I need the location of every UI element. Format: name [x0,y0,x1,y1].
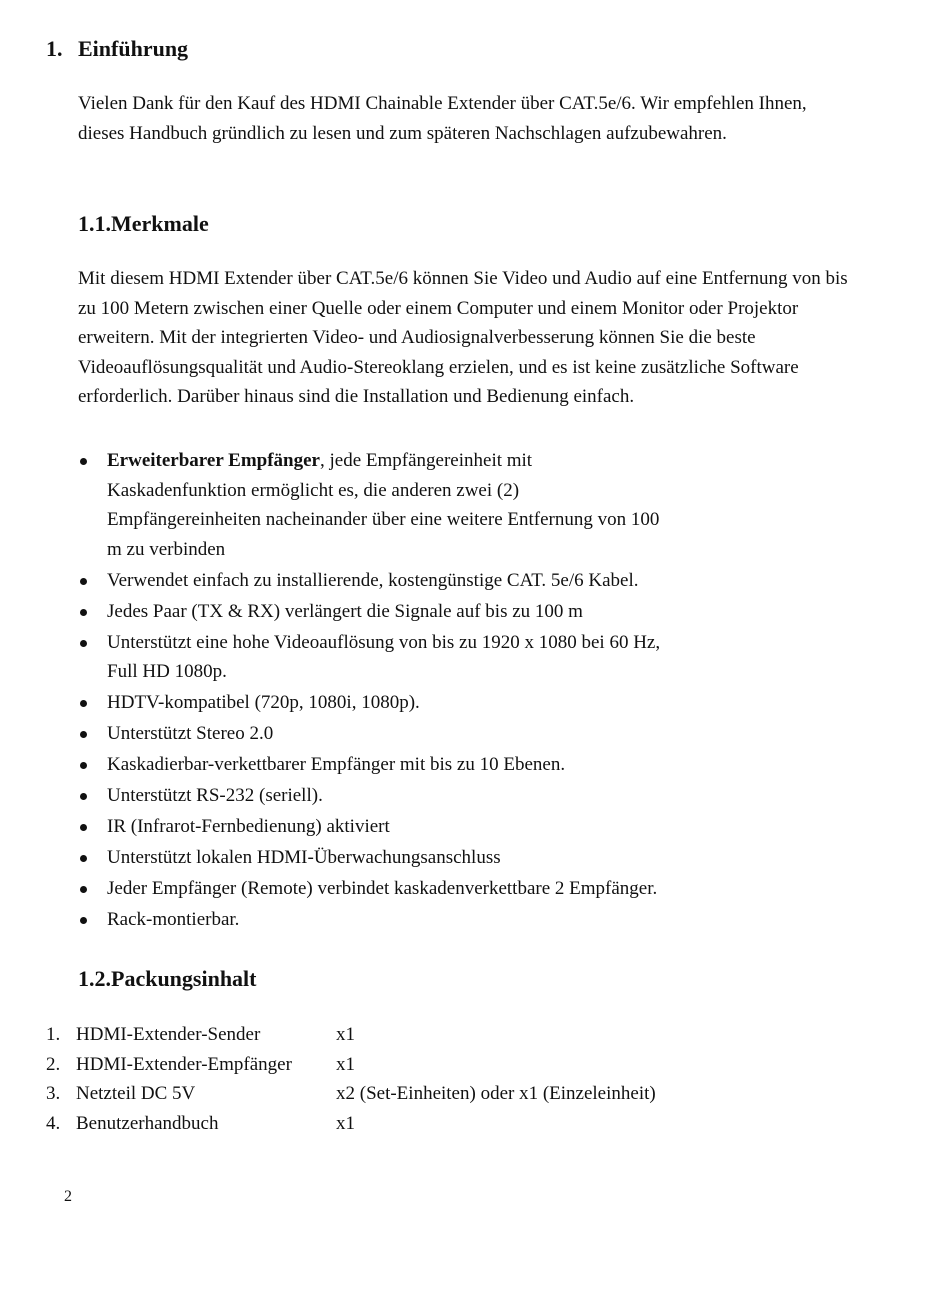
bullet-icon [80,855,87,862]
feature-item [78,874,718,904]
features-line: erforderlich. Darüber hinaus sind die Installation und Bedienung einfach. [78,386,635,407]
features-line: Videoauflösungsqualität und Audio-Stereoklang erzielen, und es ist keine zusätzliche Software [78,356,799,378]
package-item-name: Benutzerhandbuch [76,1112,219,1134]
bullet-icon [80,458,87,465]
feature-line: , jede Empfängereinheit mit [320,450,533,471]
features-line: Mit diesem HDMI Extender über CAT.5e/6 können Sie Video und Audio auf eine Entfernung von bis [78,268,848,289]
bullet-icon [80,700,87,707]
package-item-qty: x2 (Set-Einheiten) oder x1 (Einzeleinheit) [336,1083,656,1104]
section-title-einfuehrung: Einführung [78,36,189,61]
feature-line: Unterstützt lokalen HDMI-Überwachungsanschluss [107,847,501,868]
feature-item [78,905,718,935]
package-item [46,1050,746,1080]
feature-bold-term: Erweiterbarer Empfänger [107,450,320,471]
bullet-icon [80,824,87,831]
bullet-icon [80,917,87,924]
intro-line: Vielen Dank für den Kauf des HDMI Chainable Extender über CAT.5e/6. Wir empfehlen Ihnen, [78,93,807,114]
package-item-qty: x1 [336,1112,355,1134]
feature-line: HDTV-kompatibel (720p, 1080i, 1080p). [107,692,420,713]
feature-line: IR (Infrarot-Fernbedienung) aktiviert [107,816,390,837]
feature-item [78,843,718,873]
package-item-number: 2. [46,1053,61,1075]
feature-item [78,750,718,780]
features-paragraph [78,264,848,412]
feature-line: Unterstützt eine hohe Videoauflösung von bis zu 1920 x 1080 bei 60 Hz, [107,631,661,653]
feature-item [78,781,718,811]
feature-line: Empfängereinheiten nacheinander über eine weitere Entfernung von 100 [107,509,660,530]
feature-line: Kaskadenfunktion ermöglicht es, die anderen zwei (2) [107,479,520,501]
feature-item [78,628,718,687]
feature-line: Unterstützt Stereo 2.0 [107,723,274,744]
package-item [46,1020,746,1050]
package-item-name: HDMI-Extender-Sender [76,1024,261,1045]
intro-line: dieses Handbuch gründlich zu lesen und zum späteren Nachschlagen aufzubewahren. [78,122,727,144]
feature-line: Kaskadierbar-verkettbarer Empfänger mit bis zu 10 Ebenen. [107,754,566,775]
section-title-merkmale: 1.1.Merkmale [78,211,209,236]
feature-line: Jeder Empfänger (Remote) verbindet kaskadenverkettbare 2 Empfänger. [107,878,658,899]
feature-item [78,597,718,627]
feature-item [78,812,718,842]
bullet-icon [80,886,87,893]
feature-line: Jedes Paar (TX & RX) verlängert die Signale auf bis zu 100 m [107,600,583,622]
package-contents-list [46,1020,746,1138]
bullet-icon [80,762,87,769]
package-item-qty: x1 [336,1053,355,1075]
feature-line: Full HD 1080p. [107,661,227,682]
package-item-qty: x1 [336,1024,355,1045]
features-line: zu 100 Metern zwischen einer Quelle oder einem Computer und einem Monitor oder Projektor [78,297,799,319]
bullet-icon [80,609,87,616]
bullet-icon [80,731,87,738]
feature-item [78,446,718,564]
feature-line: Rack-montierbar. [107,909,240,930]
package-item [46,1079,746,1109]
bullet-icon [80,578,87,585]
intro-paragraph [78,89,807,148]
package-item-name: Netzteil DC 5V [76,1083,196,1104]
feature-line: Verwendet einfach zu installierende, kostengünstige CAT. 5e/6 Kabel. [107,569,639,591]
feature-list [78,446,718,936]
section-title-packungsinhalt: 1.2.Packungsinhalt [78,966,257,991]
bullet-icon [80,793,87,800]
feature-item [78,719,718,749]
feature-item [78,688,718,718]
package-item-number: 3. [46,1083,61,1104]
page-number: 2 [64,1188,72,1205]
bullet-icon [80,640,87,647]
section-number: 1. [46,36,63,61]
package-item-number: 4. [46,1112,61,1134]
package-item [46,1109,746,1139]
feature-item [78,566,718,596]
feature-line: Unterstützt RS-232 (seriell). [107,785,323,806]
package-item-name: HDMI-Extender-Empfänger [76,1053,292,1075]
features-line: erweitern. Mit der integrierten Video- und Audiosignalverbesserung können Sie die beste [78,327,756,348]
package-item-number: 1. [46,1024,61,1045]
feature-line: m zu verbinden [107,538,226,560]
